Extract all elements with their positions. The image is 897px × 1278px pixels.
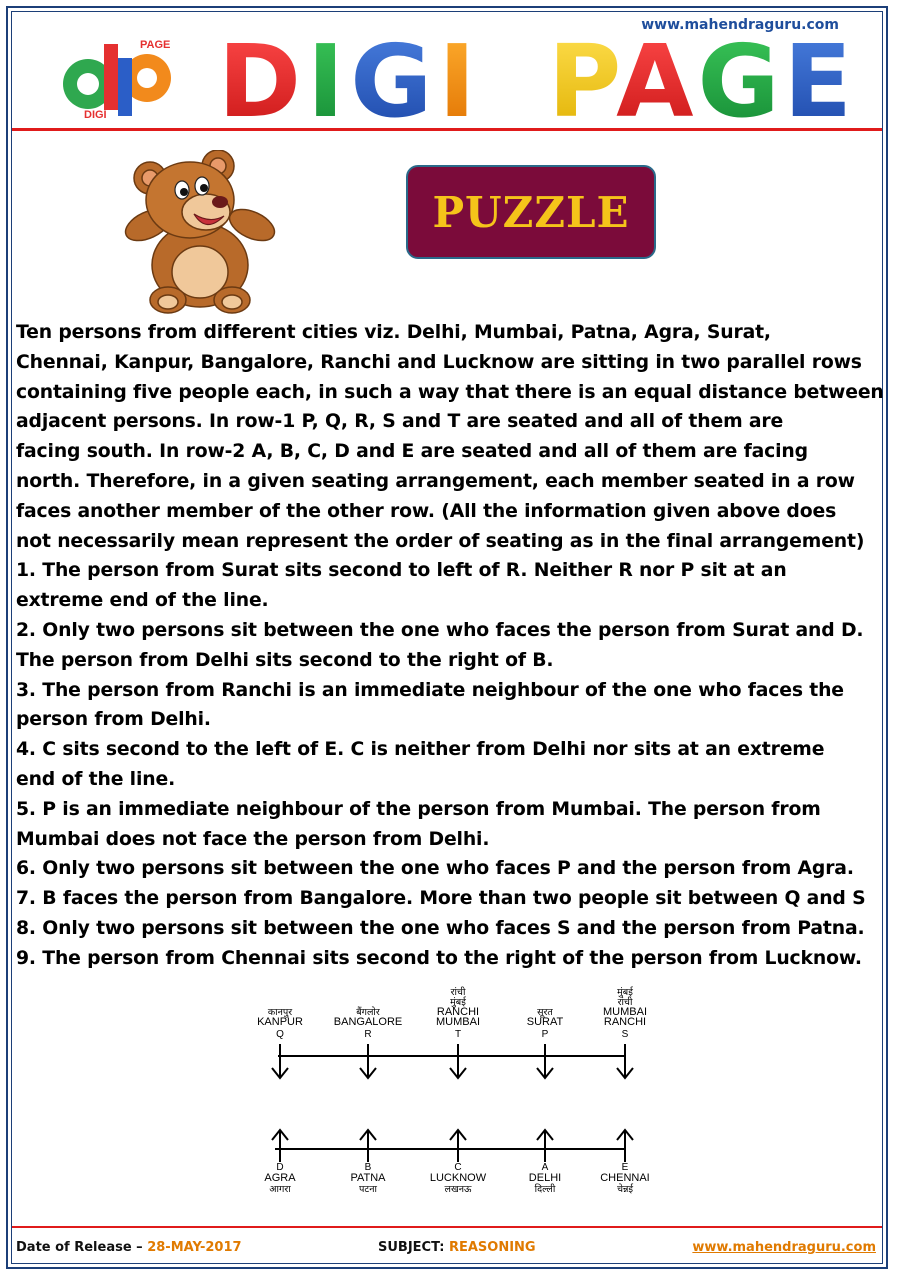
- row1-person-letter: T: [454, 1029, 462, 1040]
- north-arrow: [617, 1130, 633, 1162]
- row2-person-letter: A: [541, 1162, 549, 1173]
- row1-person-letter: R: [364, 1029, 372, 1040]
- row2-city-label: PATNA: [350, 1172, 386, 1184]
- subject-label: SUBJECT:: [378, 1240, 449, 1255]
- row2-hindi-label: आगरा: [269, 1184, 291, 1195]
- row2-hindi-label: दिल्ली: [534, 1184, 556, 1195]
- text-line: not necessarily mean represent the order of seating as in the final arrangement): [16, 530, 865, 552]
- row2-hindi-label: चेन्नई: [616, 1184, 634, 1195]
- row2-city-label: AGRA: [264, 1172, 296, 1184]
- row2-city-label: DELHI: [528, 1172, 562, 1184]
- header-divider: [12, 128, 882, 131]
- digi-page-logo: [44, 34, 184, 120]
- text-line: Chennai, Kanpur, Bangalore, Ranchi and Lucknow are sitting in two parallel rows: [16, 351, 862, 373]
- footer: [16, 1240, 878, 1260]
- row1-hindi-label: कानपुर: [267, 1007, 293, 1018]
- text-line: 8. Only two persons sit between the one who faces S and the person from Patna.: [16, 917, 865, 939]
- row2-group: [264, 1130, 649, 1195]
- text-line: 2. Only two persons sit between the one who faces the person from Surat and D.: [16, 619, 864, 641]
- header-site-url[interactable]: www.mahendraguru.com: [641, 17, 839, 33]
- row1-hindi-label: सूरत: [537, 1007, 553, 1018]
- subject-value: REASONING: [448, 1240, 536, 1255]
- south-arrow: [450, 1044, 466, 1078]
- digi-page-banner: [218, 30, 858, 126]
- text-line: Mumbai does not face the person from Delhi.: [16, 828, 490, 850]
- text-line: facing south. In row-2 A, B, C, D and E are seated and all of them are facing: [16, 441, 808, 463]
- text-line: Ten persons from different cities viz. Delhi, Mumbai, Patna, Agra, Surat,: [16, 322, 771, 343]
- north-arrow: [272, 1130, 288, 1162]
- logo-d-stem: [104, 44, 118, 110]
- north-arrow: [450, 1130, 466, 1162]
- text-line: 6. Only two persons sit between the one who faces P and the person from Agra.: [16, 858, 854, 880]
- row1-hindi-label: मुंबई: [617, 987, 633, 998]
- text-line: 4. C sits second to the left of E. C is neither from Delhi nor sits at an extreme: [16, 739, 825, 761]
- row1-city-label: MUMBAI: [436, 1016, 480, 1028]
- row2-person-letter: B: [364, 1162, 372, 1173]
- row1-city-label: BANGALORE: [333, 1016, 403, 1028]
- release-label: Date of Release –: [16, 1240, 148, 1255]
- text-line: 7. B faces the person from Bangalore. More than two people sit between Q and S: [16, 888, 866, 910]
- text-line: 9. The person from Chennai sits second to the right of the person from Lucknow.: [16, 947, 862, 969]
- row1-hindi-label: रांची: [617, 997, 633, 1008]
- logo-top-text: PAGE: [140, 39, 171, 51]
- puzzle-text: [16, 318, 884, 974]
- text-line: person from Delhi.: [16, 709, 211, 731]
- text-line: faces another member of the other row. (All the information given above does: [16, 500, 837, 522]
- row1-city-label: MUMBAI: [603, 1006, 647, 1018]
- row1-group: [257, 986, 647, 1078]
- text-line: end of the line.: [16, 768, 176, 790]
- text-line: The person from Delhi sits second to the right of B.: [16, 649, 554, 671]
- teddy-bear-illustration: [120, 150, 280, 315]
- puzzle-title: PUZZLE: [432, 187, 630, 237]
- footer-site-url[interactable]: www.mahendraguru.com: [692, 1240, 876, 1255]
- row1-city-label: KANPUR: [257, 1016, 303, 1028]
- release-date: 28-MAY-2017: [147, 1240, 242, 1255]
- north-arrow: [360, 1130, 376, 1162]
- row1-hindi-label: बैंगलोर: [356, 1007, 380, 1018]
- text-line: adjacent persons. In row-1 P, Q, R, S and T are seated and all of them are: [16, 411, 784, 433]
- release-info: [16, 1240, 242, 1255]
- south-arrow: [272, 1044, 288, 1078]
- text-line: 5. P is an immediate neighbour of the person from Mumbai. The person from: [16, 798, 821, 820]
- row2-person-letter: D: [276, 1162, 284, 1173]
- south-arrow: [360, 1044, 376, 1078]
- south-arrow: [537, 1044, 553, 1078]
- banner-word-page: PAGE: [548, 30, 856, 126]
- row2-city-label: CHENNAI: [600, 1172, 650, 1184]
- puzzle-title-badge: [406, 165, 656, 259]
- row1-hindi-label: रांची: [450, 987, 466, 998]
- row1-hindi-label: मुंबई: [450, 997, 466, 1008]
- row1-city-label: SURAT: [526, 1016, 564, 1028]
- row2-hindi-label: पटना: [359, 1184, 377, 1195]
- logo-bottom-text: DIGI: [84, 109, 107, 120]
- row1-person-letter: P: [541, 1029, 549, 1040]
- text-line: 1. The person from Surat sits second to left of R. Neither R nor P sit at an: [16, 560, 787, 582]
- text-line: containing five people each, in such a way that there is an equal distance between: [16, 381, 884, 403]
- row1-city-label: RANCHI: [436, 1006, 480, 1018]
- row2-hindi-label: लखनऊ: [444, 1184, 472, 1195]
- row2-person-letter: C: [454, 1162, 462, 1173]
- row2-person-letter: E: [621, 1162, 629, 1173]
- text-line: north. Therefore, in a given seating arrangement, each member seated in a row: [16, 470, 855, 492]
- row1-person-letter: Q: [276, 1029, 284, 1040]
- row1-person-letter: S: [621, 1029, 629, 1040]
- banner-word-digi: DIGI: [218, 30, 482, 126]
- south-arrow: [617, 1044, 633, 1078]
- seating-arrangement-diagram: [220, 982, 680, 1204]
- row1-city-label: RANCHI: [603, 1016, 647, 1028]
- footer-divider: [12, 1226, 882, 1228]
- text-line: 3. The person from Ranchi is an immediate neighbour of the one who faces the: [16, 679, 844, 701]
- subject-info: [378, 1240, 536, 1255]
- text-line: extreme end of the line.: [16, 590, 269, 612]
- row2-city-label: LUCKNOW: [429, 1172, 487, 1184]
- north-arrow: [537, 1130, 553, 1162]
